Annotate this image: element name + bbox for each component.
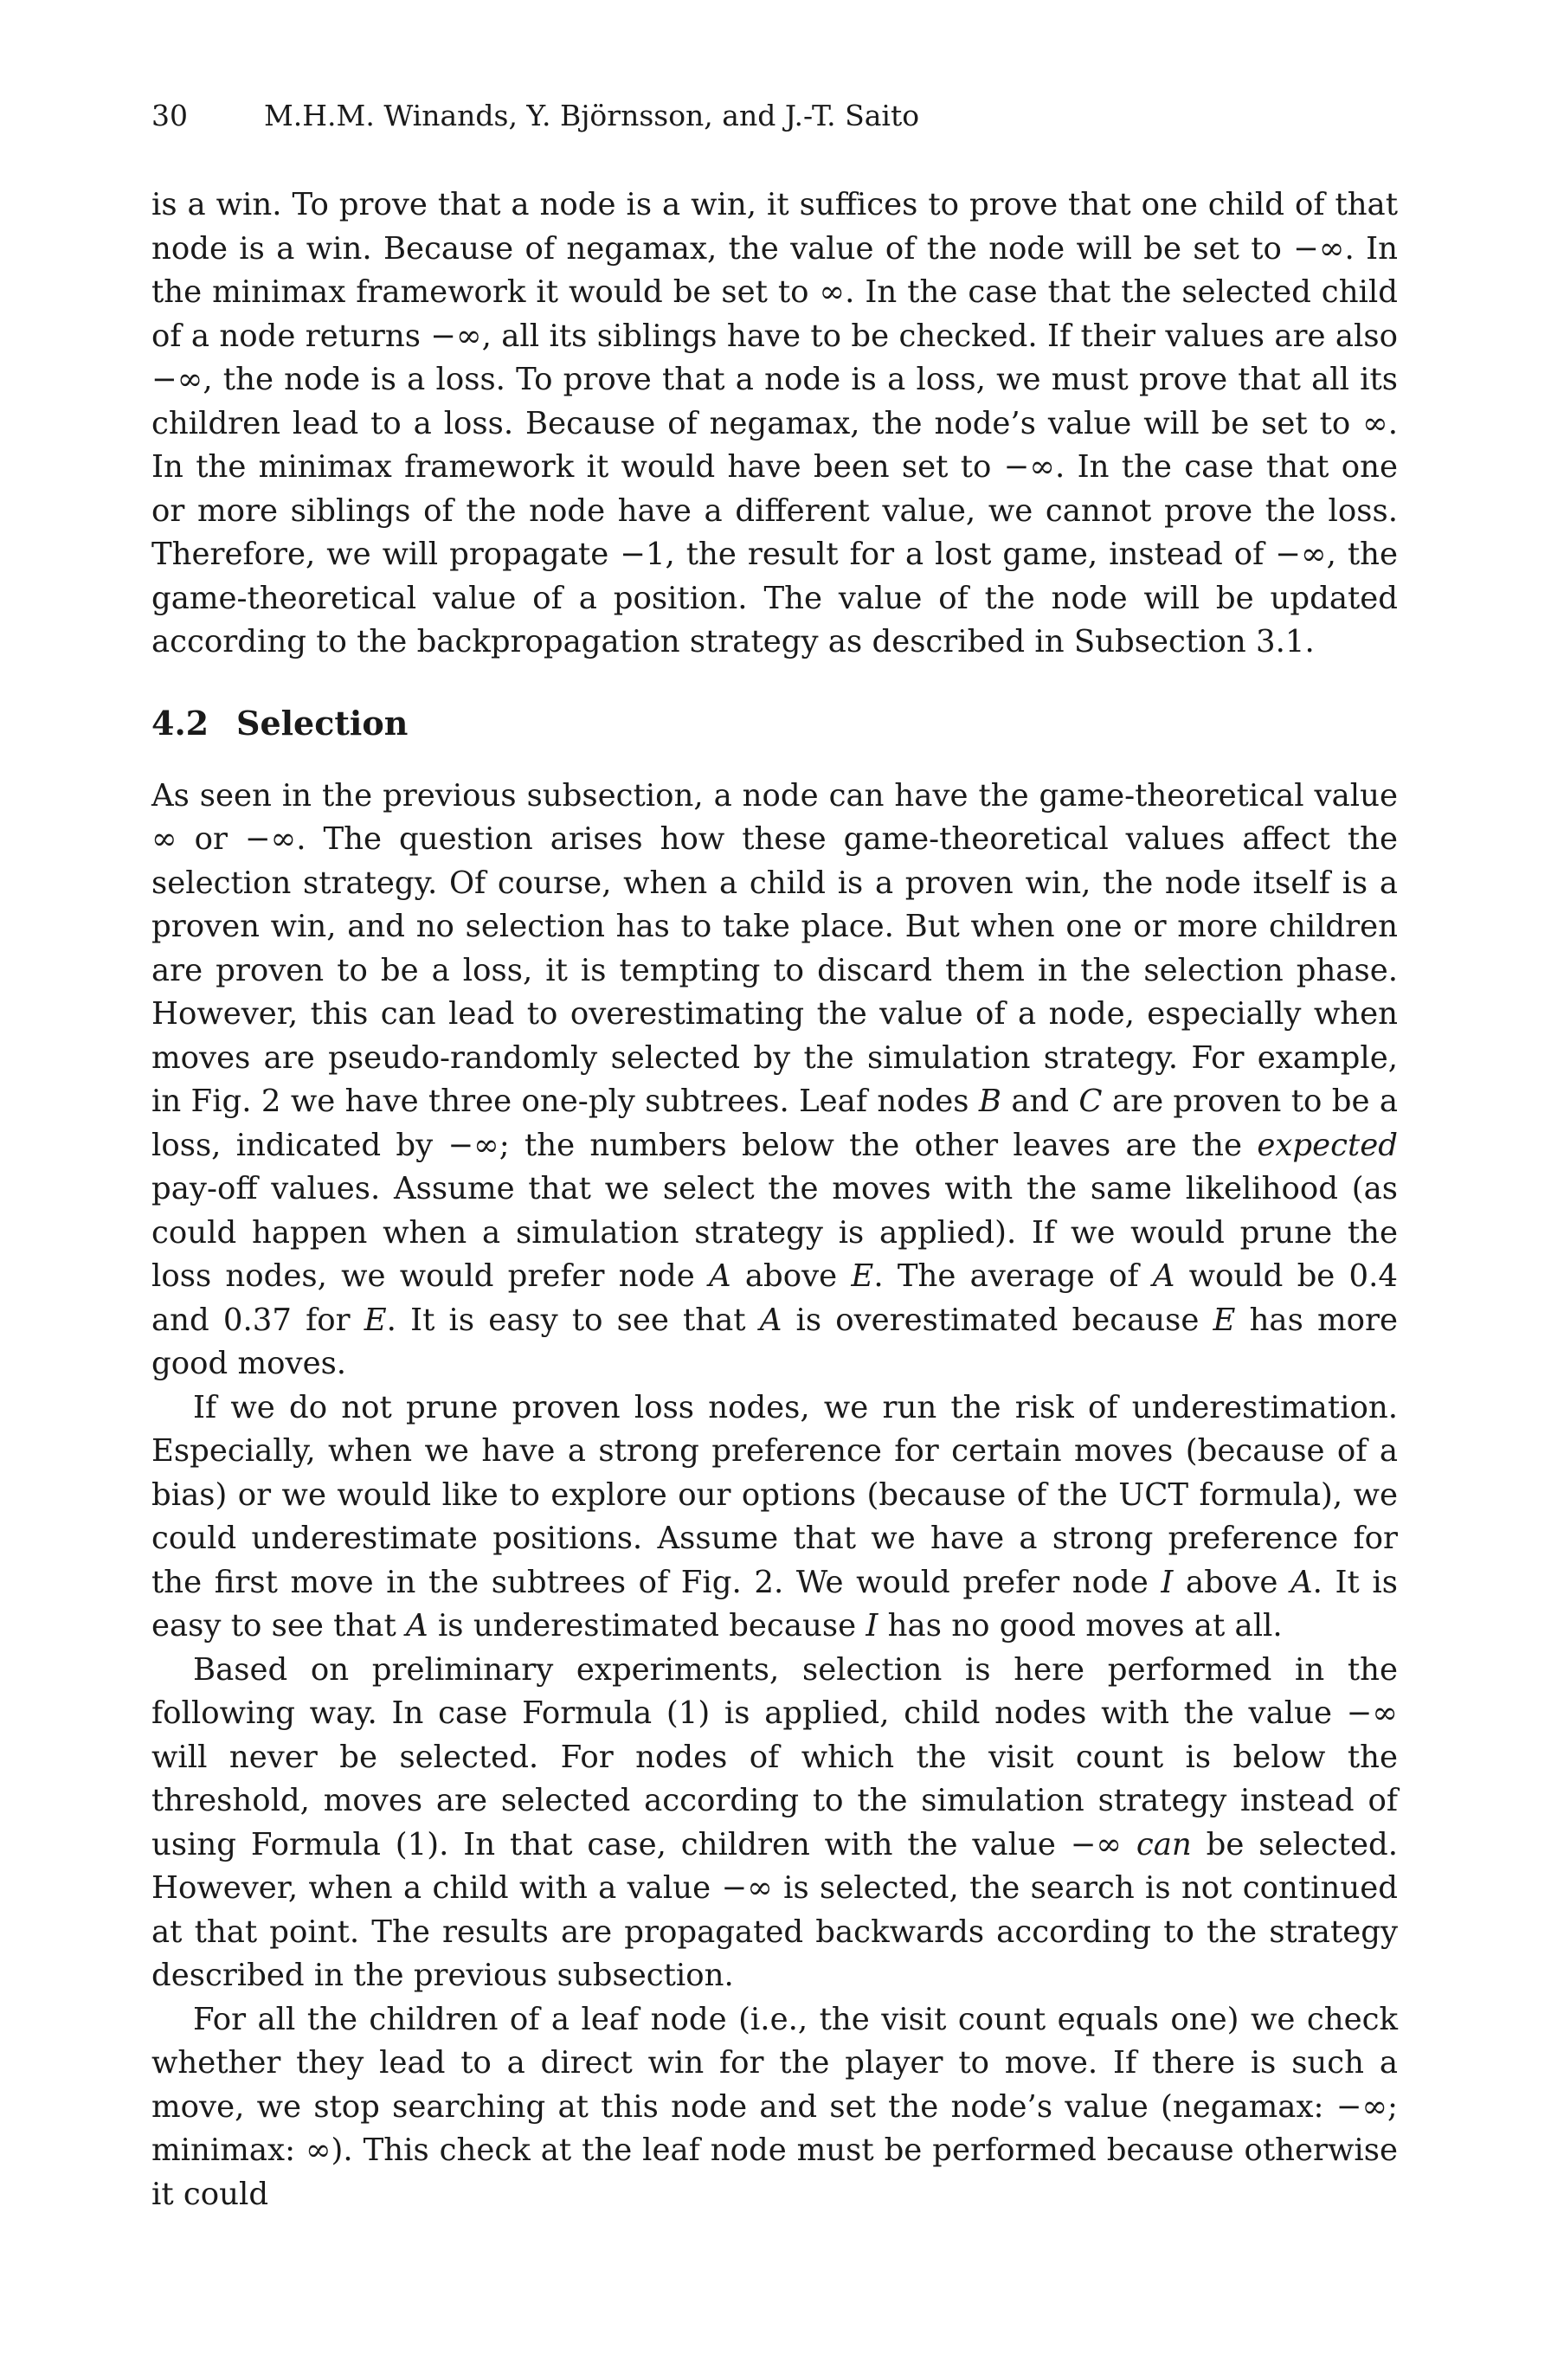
paragraph-preliminary-experiments: Based on preliminary experiments, selection is here performed in the following way. In case Formula (1) is applied, child nodes with the value −∞ will never be selected. For nodes of which the visit count is below the threshold, moves are selected according to the simulation strategy instead of using Formula (1). In that case, children with the value −∞ can be selected. However, when a child with a value −∞ is selected, the search is not continued at that point. The results are propagated backwards according to the strategy described in the previous subsection. <box>151 1651 1398 1993</box>
paragraph-leaf-check: For all the children of a leaf node (i.e., the visit count equals one) we check whether they lead to a direct win for the player to move. If there is such a move, we stop searching at this node and set the node’s value (negamax: −∞; minimax: ∞). This check at the leaf node must be performed because otherwise it could <box>151 2001 1398 2212</box>
section-heading <box>151 702 1398 745</box>
section-number: 4.2 <box>151 703 209 743</box>
body-text <box>151 183 1398 2216</box>
author-line: M.H.M. Winands, Y. Björnsson, and J.-T. Saito <box>264 99 920 132</box>
page-number: 30 <box>151 99 188 132</box>
running-head <box>151 97 1398 135</box>
paragraph-underestimation: If we do not prune proven loss nodes, we run the risk of underestimation. Especially, when we have a strong preference for certain moves (because of a bias) or we would like to explore our options (because of the UCT formula), we could underestimate positions. Assume that we have a strong preference for the first move in the subtrees of Fig. 2. We would prefer node I above A. It is easy to see that A is underestimated because I has no good moves at all. <box>151 1389 1398 1643</box>
paragraph-selection-overestimation: As seen in the previous subsection, a node can have the game-theoretical value ∞ or −∞. The question arises how these game-theoretical values affect the selection strategy. Of course, when a child is a proven win, the node itself is a proven win, and no selection has to take place. But when one or more children are proven to be a loss, it is tempting to discard them in the selection phase. However, this can lead to overestimating the value of a node, especially when moves are pseudo-randomly selected by the simulation strategy. For example, in Fig. 2 we have three one-ply subtrees. Leaf nodes B and C are proven to be a loss, indicated by −∞; the numbers below the other leaves are the expected pay-off values. Assume that we select the moves with the same likelihood (as could happen when a simulation strategy is applied). If we would prune the loss nodes, we would prefer node A above E. The average of A would be 0.4 and 0.37 for E. It is easy to see that A is overestimated because E has more good moves. <box>151 777 1398 1381</box>
paragraph-negamax-propagation: is a win. To prove that a node is a win, it suffices to prove that one child of that node is a win. Because of negamax, the value of the node will be set to −∞. In the minimax framework it would be set to ∞. In the case that the selected child of a node returns −∞, all its siblings have to be checked. If their values are also −∞, the node is a loss. To prove that a node is a loss, we must prove that all its children lead to a loss. Because of negamax, the node’s value will be set to ∞. In the minimax framework it would have been set to −∞. In the case that one or more siblings of the node have a different value, we cannot prove the loss. Therefore, we will propagate −1, the result for a lost game, instead of −∞, the game-theoretical value of a position. The value of the node will be updated according to the backpropagation strategy as described in Subsection 3.1. <box>151 187 1398 659</box>
section-title: Selection <box>236 703 409 743</box>
